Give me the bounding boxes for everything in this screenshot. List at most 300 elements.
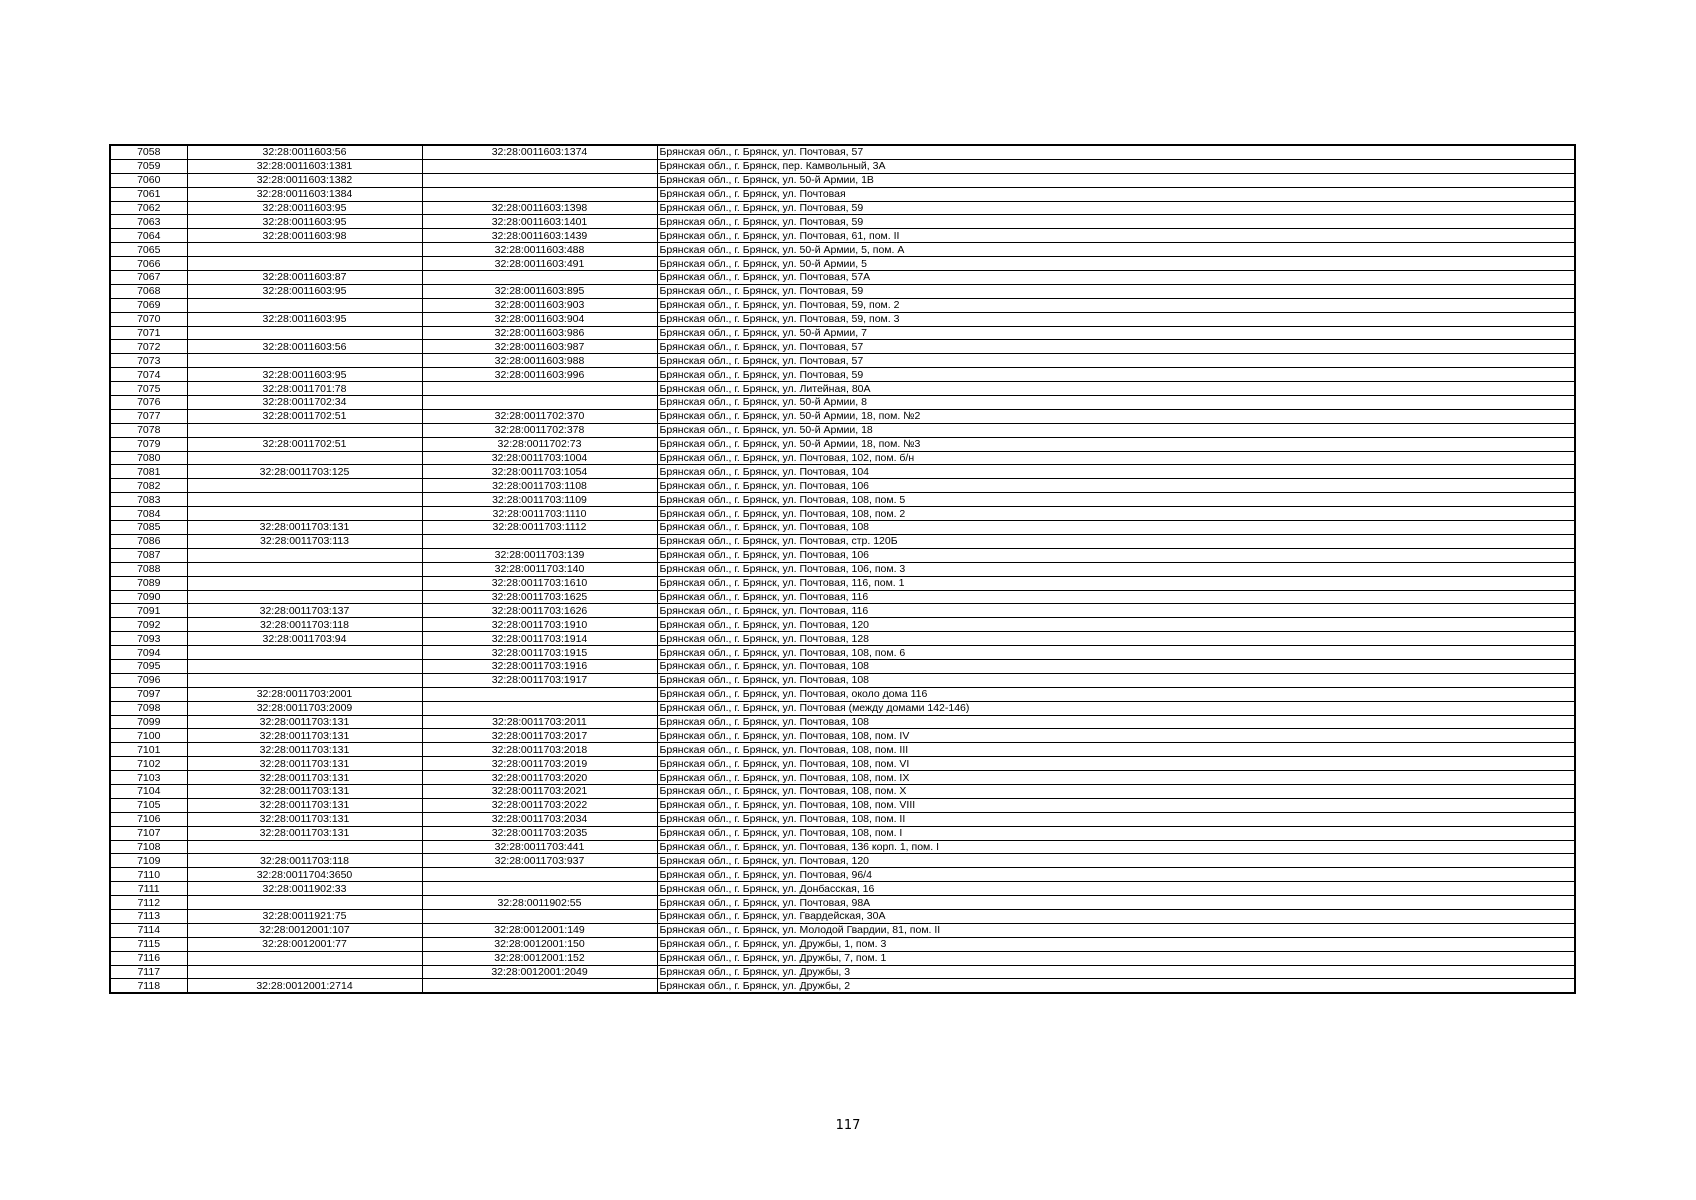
row-number-cell: 7102 [110, 757, 187, 771]
parcel-number-cell: 32:28:0011703:131 [187, 812, 422, 826]
parcel-number-cell: 32:28:0011702:34 [187, 396, 422, 410]
object-number-cell: 32:28:0011703:2022 [422, 798, 657, 812]
address-cell: Брянская обл., г. Брянск, ул. Почтовая, 102, пом. б/н [657, 451, 1575, 465]
table-row [110, 812, 1575, 826]
row-number-cell: 7093 [110, 632, 187, 646]
object-number-cell: 32:28:0011703:1054 [422, 465, 657, 479]
parcel-number-cell [187, 479, 422, 493]
address-cell: Брянская обл., г. Брянск, ул. Почтовая, 108, пом. 2 [657, 507, 1575, 521]
object-number-cell: 32:28:0011703:2017 [422, 729, 657, 743]
table-row [110, 909, 1575, 923]
row-number-cell: 7090 [110, 590, 187, 604]
parcel-number-cell [187, 646, 422, 660]
object-number-cell: 32:28:0011703:1626 [422, 604, 657, 618]
address-cell: Брянская обл., г. Брянск, ул. 50-й Армии, 5, пом. А [657, 243, 1575, 257]
table-row [110, 423, 1575, 437]
parcel-number-cell [187, 576, 422, 590]
parcel-number-cell [187, 896, 422, 910]
parcel-number-cell: 32:28:0011603:95 [187, 215, 422, 229]
table-row [110, 534, 1575, 548]
row-number-cell: 7087 [110, 548, 187, 562]
address-cell: Брянская обл., г. Брянск, ул. Литейная, 80А [657, 382, 1575, 396]
table-row [110, 396, 1575, 410]
object-number-cell [422, 701, 657, 715]
row-number-cell: 7116 [110, 951, 187, 965]
address-cell: Брянская обл., г. Брянск, ул. Молодой Гвардии, 81, пом. II [657, 923, 1575, 937]
address-cell: Брянская обл., г. Брянск, ул. 50-й Армии, 1В [657, 173, 1575, 187]
object-number-cell: 32:28:0011703:2011 [422, 715, 657, 729]
object-number-cell: 32:28:0011703:1109 [422, 493, 657, 507]
table-row [110, 243, 1575, 257]
object-number-cell: 32:28:0011603:491 [422, 257, 657, 271]
address-cell: Брянская обл., г. Брянск, ул. Почтовая, 108, пом. II [657, 812, 1575, 826]
row-number-cell: 7115 [110, 937, 187, 951]
address-cell: Брянская обл., г. Брянск, ул. Почтовая, 98А [657, 896, 1575, 910]
table-row [110, 798, 1575, 812]
object-number-cell [422, 979, 657, 993]
parcel-number-cell: 32:28:0011703:131 [187, 798, 422, 812]
address-cell: Брянская обл., г. Брянск, ул. Почтовая, 57А [657, 271, 1575, 285]
address-cell: Брянская обл., г. Брянск, ул. Почтовая, 108, пом. IV [657, 729, 1575, 743]
address-cell: Брянская обл., г. Брянск, ул. Почтовая, 106, пом. 3 [657, 562, 1575, 576]
parcel-number-cell: 32:28:0011703:131 [187, 784, 422, 798]
row-number-cell: 7108 [110, 840, 187, 854]
address-cell: Брянская обл., г. Брянск, ул. Почтовая, 108 [657, 673, 1575, 687]
address-cell: Брянская обл., г. Брянск, ул. Почтовая, 120 [657, 618, 1575, 632]
table-row [110, 354, 1575, 368]
object-number-cell: 32:28:0012001:149 [422, 923, 657, 937]
address-cell: Брянская обл., г. Брянск, ул. Почтовая [657, 187, 1575, 201]
table-row [110, 284, 1575, 298]
table-row [110, 479, 1575, 493]
address-cell: Брянская обл., г. Брянск, ул. Почтовая, 106 [657, 479, 1575, 493]
row-number-cell: 7080 [110, 451, 187, 465]
parcel-number-cell: 32:28:0011703:137 [187, 604, 422, 618]
row-number-cell: 7074 [110, 368, 187, 382]
address-cell: Брянская обл., г. Брянск, ул. Почтовая, 108 [657, 659, 1575, 673]
parcel-number-cell: 32:28:0011603:95 [187, 312, 422, 326]
parcel-number-cell: 32:28:0011703:113 [187, 534, 422, 548]
object-number-cell: 32:28:0012001:150 [422, 937, 657, 951]
address-cell: Брянская обл., г. Брянск, ул. Дружбы, 3 [657, 965, 1575, 979]
parcel-number-cell: 32:28:0011703:118 [187, 618, 422, 632]
table-row [110, 340, 1575, 354]
object-number-cell: 32:28:0011703:140 [422, 562, 657, 576]
parcel-number-cell: 32:28:0011703:118 [187, 854, 422, 868]
address-cell: Брянская обл., г. Брянск, ул. Почтовая, 108, пом. III [657, 743, 1575, 757]
address-cell: Брянская обл., г. Брянск, ул. Почтовая, 59, пом. 2 [657, 298, 1575, 312]
row-number-cell: 7072 [110, 340, 187, 354]
row-number-cell: 7096 [110, 673, 187, 687]
table-row [110, 923, 1575, 937]
address-cell: Брянская обл., г. Брянск, ул. Почтовая, стр. 120Б [657, 534, 1575, 548]
address-cell: Брянская обл., г. Брянск, ул. 50-й Армии, 18 [657, 423, 1575, 437]
parcel-number-cell [187, 659, 422, 673]
address-cell: Брянская обл., г. Брянск, ул. Почтовая, 108, пом. VI [657, 757, 1575, 771]
object-number-cell [422, 396, 657, 410]
object-number-cell: 32:28:0011703:441 [422, 840, 657, 854]
parcel-number-cell: 32:28:0011703:131 [187, 826, 422, 840]
parcel-number-cell: 32:28:0011603:95 [187, 201, 422, 215]
object-number-cell: 32:28:0011703:2019 [422, 757, 657, 771]
row-number-cell: 7061 [110, 187, 187, 201]
table-row [110, 632, 1575, 646]
table-row [110, 701, 1575, 715]
row-number-cell: 7067 [110, 271, 187, 285]
address-cell: Брянская обл., г. Брянск, ул. Почтовая, 136 корп. 1, пом. I [657, 840, 1575, 854]
address-cell: Брянская обл., г. Брянск, ул. Почтовая, 116, пом. 1 [657, 576, 1575, 590]
row-number-cell: 7111 [110, 882, 187, 896]
object-number-cell: 32:28:0011703:1625 [422, 590, 657, 604]
parcel-number-cell: 32:28:0011603:56 [187, 340, 422, 354]
table-row [110, 687, 1575, 701]
address-cell: Брянская обл., г. Брянск, ул. 50-й Армии, 18, пом. №2 [657, 409, 1575, 423]
address-cell: Брянская обл., г. Брянск, ул. Почтовая (между домами 142-146) [657, 701, 1575, 715]
address-cell: Брянская обл., г. Брянск, ул. Почтовая, 116 [657, 604, 1575, 618]
address-cell: Брянская обл., г. Брянск, ул. Почтовая, 108, пом. 5 [657, 493, 1575, 507]
table-row [110, 896, 1575, 910]
parcel-number-cell: 32:28:0012001:2714 [187, 979, 422, 993]
object-number-cell: 32:28:0011603:1374 [422, 145, 657, 159]
table-row [110, 312, 1575, 326]
page-number: 117 [835, 1118, 861, 1133]
object-number-cell [422, 882, 657, 896]
table-row [110, 145, 1575, 159]
object-number-cell: 32:28:0011703:1915 [422, 646, 657, 660]
row-number-cell: 7117 [110, 965, 187, 979]
object-number-cell: 32:28:0011703:937 [422, 854, 657, 868]
address-cell: Брянская обл., г. Брянск, ул. Почтовая, 108, пом. 6 [657, 646, 1575, 660]
parcel-number-cell [187, 562, 422, 576]
row-number-cell: 7059 [110, 159, 187, 173]
object-number-cell: 32:28:0011603:904 [422, 312, 657, 326]
address-cell: Брянская обл., г. Брянск, ул. Почтовая, 57 [657, 145, 1575, 159]
object-number-cell: 32:28:0011603:488 [422, 243, 657, 257]
parcel-number-cell: 32:28:0011603:1384 [187, 187, 422, 201]
table-row [110, 854, 1575, 868]
address-cell: Брянская обл., г. Брянск, пер. Камвольный, 3А [657, 159, 1575, 173]
object-number-cell: 32:28:0011703:1108 [422, 479, 657, 493]
row-number-cell: 7075 [110, 382, 187, 396]
row-number-cell: 7091 [110, 604, 187, 618]
parcel-number-cell [187, 590, 422, 604]
parcel-number-cell: 32:28:0011603:56 [187, 145, 422, 159]
table-row [110, 590, 1575, 604]
row-number-cell: 7113 [110, 909, 187, 923]
table-row [110, 965, 1575, 979]
object-number-cell: 32:28:0011603:1401 [422, 215, 657, 229]
parcel-number-cell: 32:28:0011703:131 [187, 757, 422, 771]
table-row [110, 729, 1575, 743]
parcel-number-cell: 32:28:0011704:3650 [187, 868, 422, 882]
address-cell: Брянская обл., г. Брянск, ул. Почтовая, 128 [657, 632, 1575, 646]
row-number-cell: 7073 [110, 354, 187, 368]
table-row [110, 562, 1575, 576]
parcel-number-cell [187, 298, 422, 312]
row-number-cell: 7095 [110, 659, 187, 673]
object-number-cell: 32:28:0011703:1914 [422, 632, 657, 646]
parcel-number-cell: 32:28:0011703:131 [187, 771, 422, 785]
table-row [110, 507, 1575, 521]
table-row [110, 215, 1575, 229]
object-number-cell: 32:28:0012001:2049 [422, 965, 657, 979]
address-cell: Брянская обл., г. Брянск, ул. Почтовая, 108 [657, 521, 1575, 535]
object-number-cell: 32:28:0011603:987 [422, 340, 657, 354]
object-number-cell: 32:28:0011703:1112 [422, 521, 657, 535]
table-row [110, 409, 1575, 423]
row-number-cell: 7060 [110, 173, 187, 187]
parcel-number-cell: 32:28:0011703:94 [187, 632, 422, 646]
table-row [110, 937, 1575, 951]
table-row [110, 604, 1575, 618]
row-number-cell: 7064 [110, 229, 187, 243]
address-cell: Брянская обл., г. Брянск, ул. Гвардейская, 30А [657, 909, 1575, 923]
row-number-cell: 7104 [110, 784, 187, 798]
row-number-cell: 7086 [110, 534, 187, 548]
parcel-number-cell [187, 840, 422, 854]
object-number-cell: 32:28:0011703:2034 [422, 812, 657, 826]
parcel-number-cell: 32:28:0011603:95 [187, 368, 422, 382]
row-number-cell: 7065 [110, 243, 187, 257]
parcel-number-cell: 32:28:0011703:125 [187, 465, 422, 479]
table-row [110, 979, 1575, 993]
address-cell: Брянская обл., г. Брянск, ул. Почтовая, 61, пом. II [657, 229, 1575, 243]
row-number-cell: 7077 [110, 409, 187, 423]
row-number-cell: 7101 [110, 743, 187, 757]
address-cell: Брянская обл., г. Брянск, ул. Почтовая, 57 [657, 340, 1575, 354]
table-row [110, 951, 1575, 965]
table-row [110, 646, 1575, 660]
parcel-number-cell: 32:28:0011702:51 [187, 437, 422, 451]
object-number-cell: 32:28:0011702:378 [422, 423, 657, 437]
row-number-cell: 7107 [110, 826, 187, 840]
table-row [110, 576, 1575, 590]
object-number-cell: 32:28:0011603:996 [422, 368, 657, 382]
row-number-cell: 7094 [110, 646, 187, 660]
object-number-cell: 32:28:0011703:2020 [422, 771, 657, 785]
address-cell: Брянская обл., г. Брянск, ул. Почтовая, 108, пом. X [657, 784, 1575, 798]
parcel-number-cell [187, 326, 422, 340]
table-row [110, 715, 1575, 729]
address-cell: Брянская обл., г. Брянск, ул. Почтовая, 108, пом. VIII [657, 798, 1575, 812]
object-number-cell: 32:28:0011703:1916 [422, 659, 657, 673]
parcel-number-cell [187, 451, 422, 465]
parcel-number-cell: 32:28:0011902:33 [187, 882, 422, 896]
address-cell: Брянская обл., г. Брянск, ул. Почтовая, 108, пом. I [657, 826, 1575, 840]
parcel-number-cell [187, 493, 422, 507]
row-number-cell: 7106 [110, 812, 187, 826]
parcel-number-cell: 32:28:0011701:78 [187, 382, 422, 396]
row-number-cell: 7099 [110, 715, 187, 729]
parcel-number-cell: 32:28:0012001:77 [187, 937, 422, 951]
object-number-cell [422, 687, 657, 701]
address-cell: Брянская обл., г. Брянск, ул. 50-й Армии, 5 [657, 257, 1575, 271]
object-number-cell [422, 868, 657, 882]
object-number-cell [422, 187, 657, 201]
parcel-number-cell: 32:28:0011603:1382 [187, 173, 422, 187]
row-number-cell: 7070 [110, 312, 187, 326]
parcel-number-cell: 32:28:0011703:2001 [187, 687, 422, 701]
row-number-cell: 7068 [110, 284, 187, 298]
parcel-number-cell: 32:28:0011603:98 [187, 229, 422, 243]
object-number-cell: 32:28:0011902:55 [422, 896, 657, 910]
address-cell: Брянская обл., г. Брянск, ул. Почтовая, 108 [657, 715, 1575, 729]
parcel-number-cell [187, 507, 422, 521]
registry-table-body [110, 145, 1575, 993]
table-row [110, 465, 1575, 479]
row-number-cell: 7078 [110, 423, 187, 437]
table-row [110, 326, 1575, 340]
object-number-cell: 32:28:0011702:370 [422, 409, 657, 423]
row-number-cell: 7097 [110, 687, 187, 701]
row-number-cell: 7076 [110, 396, 187, 410]
parcel-number-cell: 32:28:0011703:131 [187, 715, 422, 729]
row-number-cell: 7058 [110, 145, 187, 159]
table-row [110, 673, 1575, 687]
object-number-cell: 32:28:0011603:988 [422, 354, 657, 368]
parcel-number-cell [187, 423, 422, 437]
table-row [110, 368, 1575, 382]
address-cell: Брянская обл., г. Брянск, ул. Почтовая, 59 [657, 215, 1575, 229]
parcel-number-cell: 32:28:0011603:1381 [187, 159, 422, 173]
object-number-cell: 32:28:0011703:2035 [422, 826, 657, 840]
row-number-cell: 7071 [110, 326, 187, 340]
table-row [110, 437, 1575, 451]
row-number-cell: 7083 [110, 493, 187, 507]
table-row [110, 382, 1575, 396]
table-row [110, 298, 1575, 312]
table-row [110, 840, 1575, 854]
address-cell: Брянская обл., г. Брянск, ул. Почтовая, 59, пом. 3 [657, 312, 1575, 326]
registry-table [109, 144, 1576, 994]
object-number-cell: 32:28:0011703:1004 [422, 451, 657, 465]
row-number-cell: 7109 [110, 854, 187, 868]
row-number-cell: 7110 [110, 868, 187, 882]
parcel-number-cell [187, 548, 422, 562]
address-cell: Брянская обл., г. Брянск, ул. Почтовая, 120 [657, 854, 1575, 868]
address-cell: Брянская обл., г. Брянск, ул. 50-й Армии, 8 [657, 396, 1575, 410]
object-number-cell: 32:28:0011703:2018 [422, 743, 657, 757]
table-row [110, 771, 1575, 785]
address-cell: Брянская обл., г. Брянск, ул. Дружбы, 1, пом. 3 [657, 937, 1575, 951]
object-number-cell: 32:28:0012001:152 [422, 951, 657, 965]
row-number-cell: 7103 [110, 771, 187, 785]
table-row [110, 757, 1575, 771]
parcel-number-cell [187, 354, 422, 368]
row-number-cell: 7082 [110, 479, 187, 493]
row-number-cell: 7062 [110, 201, 187, 215]
row-number-cell: 7092 [110, 618, 187, 632]
table-row [110, 882, 1575, 896]
address-cell: Брянская обл., г. Брянск, ул. Почтовая, 59 [657, 284, 1575, 298]
object-number-cell: 32:28:0011603:1398 [422, 201, 657, 215]
address-cell: Брянская обл., г. Брянск, ул. 50-й Армии, 7 [657, 326, 1575, 340]
parcel-number-cell: 32:28:0011703:131 [187, 743, 422, 757]
row-number-cell: 7118 [110, 979, 187, 993]
row-number-cell: 7084 [110, 507, 187, 521]
parcel-number-cell: 32:28:0011703:131 [187, 521, 422, 535]
table-row [110, 257, 1575, 271]
address-cell: Брянская обл., г. Брянск, ул. Почтовая, 57 [657, 354, 1575, 368]
address-cell: Брянская обл., г. Брянск, ул. Дружбы, 2 [657, 979, 1575, 993]
parcel-number-cell: 32:28:0011703:2009 [187, 701, 422, 715]
table-row [110, 521, 1575, 535]
parcel-number-cell [187, 257, 422, 271]
object-number-cell: 32:28:0011703:139 [422, 548, 657, 562]
table-row [110, 826, 1575, 840]
table-row [110, 784, 1575, 798]
table-row [110, 548, 1575, 562]
table-row [110, 271, 1575, 285]
object-number-cell [422, 909, 657, 923]
row-number-cell: 7112 [110, 896, 187, 910]
table-row [110, 868, 1575, 882]
address-cell: Брянская обл., г. Брянск, ул. Почтовая, 96/4 [657, 868, 1575, 882]
row-number-cell: 7100 [110, 729, 187, 743]
object-number-cell: 32:28:0011703:1610 [422, 576, 657, 590]
object-number-cell: 32:28:0011703:1110 [422, 507, 657, 521]
row-number-cell: 7063 [110, 215, 187, 229]
object-number-cell: 32:28:0011703:1917 [422, 673, 657, 687]
address-cell: Брянская обл., г. Брянск, ул. Почтовая, 59 [657, 201, 1575, 215]
address-cell: Брянская обл., г. Брянск, ул. Почтовая, 108, пом. IX [657, 771, 1575, 785]
parcel-number-cell: 32:28:0011703:131 [187, 729, 422, 743]
table-row [110, 173, 1575, 187]
table-row [110, 229, 1575, 243]
table-row [110, 159, 1575, 173]
row-number-cell: 7081 [110, 465, 187, 479]
address-cell: Брянская обл., г. Брянск, ул. Почтовая, 104 [657, 465, 1575, 479]
row-number-cell: 7069 [110, 298, 187, 312]
parcel-number-cell: 32:28:0011603:87 [187, 271, 422, 285]
row-number-cell: 7105 [110, 798, 187, 812]
object-number-cell [422, 159, 657, 173]
parcel-number-cell [187, 243, 422, 257]
address-cell: Брянская обл., г. Брянск, ул. Почтовая, 116 [657, 590, 1575, 604]
parcel-number-cell: 32:28:0011702:51 [187, 409, 422, 423]
table-row [110, 493, 1575, 507]
object-number-cell [422, 271, 657, 285]
row-number-cell: 7089 [110, 576, 187, 590]
object-number-cell: 32:28:0011603:986 [422, 326, 657, 340]
parcel-number-cell: 32:28:0011603:95 [187, 284, 422, 298]
row-number-cell: 7098 [110, 701, 187, 715]
address-cell: Брянская обл., г. Брянск, ул. Донбасская, 16 [657, 882, 1575, 896]
object-number-cell: 32:28:0011603:1439 [422, 229, 657, 243]
object-number-cell: 32:28:0011603:903 [422, 298, 657, 312]
row-number-cell: 7088 [110, 562, 187, 576]
address-cell: Брянская обл., г. Брянск, ул. Дружбы, 7, пом. 1 [657, 951, 1575, 965]
row-number-cell: 7066 [110, 257, 187, 271]
table-row [110, 659, 1575, 673]
address-cell: Брянская обл., г. Брянск, ул. Почтовая, 106 [657, 548, 1575, 562]
object-number-cell: 32:28:0011703:2021 [422, 784, 657, 798]
object-number-cell: 32:28:0011702:73 [422, 437, 657, 451]
object-number-cell [422, 382, 657, 396]
row-number-cell: 7079 [110, 437, 187, 451]
parcel-number-cell [187, 673, 422, 687]
object-number-cell [422, 534, 657, 548]
table-row [110, 187, 1575, 201]
row-number-cell: 7114 [110, 923, 187, 937]
table-row [110, 201, 1575, 215]
address-cell: Брянская обл., г. Брянск, ул. 50-й Армии, 18, пом. №3 [657, 437, 1575, 451]
table-row [110, 743, 1575, 757]
address-cell: Брянская обл., г. Брянск, ул. Почтовая, около дома 116 [657, 687, 1575, 701]
parcel-number-cell: 32:28:0011921:75 [187, 909, 422, 923]
row-number-cell: 7085 [110, 521, 187, 535]
object-number-cell: 32:28:0011603:895 [422, 284, 657, 298]
